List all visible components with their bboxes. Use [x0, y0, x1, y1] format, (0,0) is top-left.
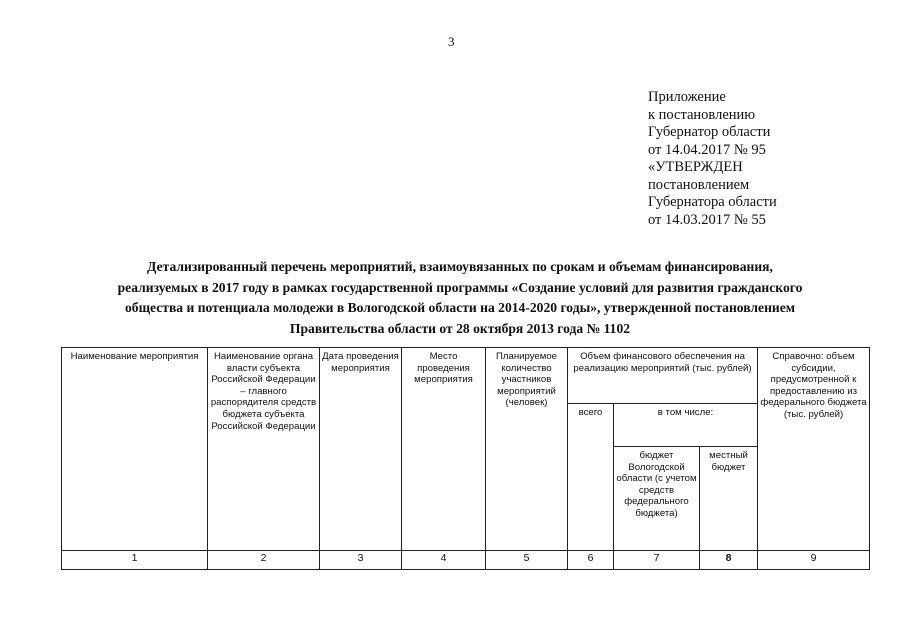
header-event-name: Наименование мероприятия — [62, 348, 208, 551]
header-total: всего — [568, 404, 614, 551]
column-number: 8 — [700, 551, 758, 570]
column-number: 3 — [320, 551, 402, 570]
title-line: Детализированный перечень мероприятий, взаимоувязанных по срокам и объемам финансирования, — [147, 259, 773, 274]
appendix-line: от 14.03.2017 № 55 — [648, 211, 766, 228]
header-place: Место проведения мероприятия — [402, 348, 486, 551]
header-funding: Объем финансового обеспечения на реализацию мероприятий (тыс. рублей) — [568, 348, 758, 404]
column-number: 6 — [568, 551, 614, 570]
column-number: 1 — [62, 551, 208, 570]
appendix-line: «УТВЕРЖДЕН — [648, 159, 743, 175]
header-reference: Справочно: объем субсидии, предусмотренной к предоставлению из федерального бюджета (тыс. рублей) — [758, 348, 870, 551]
header-including: в том числе: — [614, 404, 758, 447]
appendix-line: от 14.04.2017 № 95 — [648, 141, 766, 158]
column-number: 7 — [614, 551, 700, 570]
appendix-line: Губернатор области — [648, 124, 771, 140]
appendix-line: Приложение — [648, 89, 726, 105]
appendix-block — [648, 89, 848, 229]
header-authority: Наименование органа власти субъекта Российской Федерации – главного распорядителя средств бюджета субъекта Российской Федерации — [208, 348, 320, 551]
events-table — [61, 347, 870, 570]
header-participants: Планируемое количество участников мероприятий (человек) — [486, 348, 568, 551]
column-number: 4 — [402, 551, 486, 570]
appendix-line: постановлением — [648, 176, 750, 193]
header-date: Дата проведения мероприятия — [320, 348, 402, 551]
appendix-line: к постановлению — [648, 106, 756, 123]
appendix-line: Губернатора области — [648, 194, 777, 210]
title-line: Правительства области от 28 октября 2013 года № 1102 — [289, 320, 631, 336]
document-title — [80, 257, 840, 339]
header-local-budget: местный бюджет — [700, 447, 758, 551]
column-number: 5 — [486, 551, 568, 570]
title-line: общества и потенциала молодежи в Вологодской области на 2014-2020 годы», утвержденной постановлением — [124, 300, 796, 315]
title-line: реализуемых в 2017 году в рамках государственной программы «Создание условий для развития гражданского — [117, 279, 803, 295]
column-number: 9 — [758, 551, 870, 570]
header-regional-budget: бюджет Вологодской области (с учетом средств федерального бюджета) — [614, 447, 700, 551]
page-number: 3 — [448, 34, 455, 49]
column-number: 2 — [208, 551, 320, 570]
